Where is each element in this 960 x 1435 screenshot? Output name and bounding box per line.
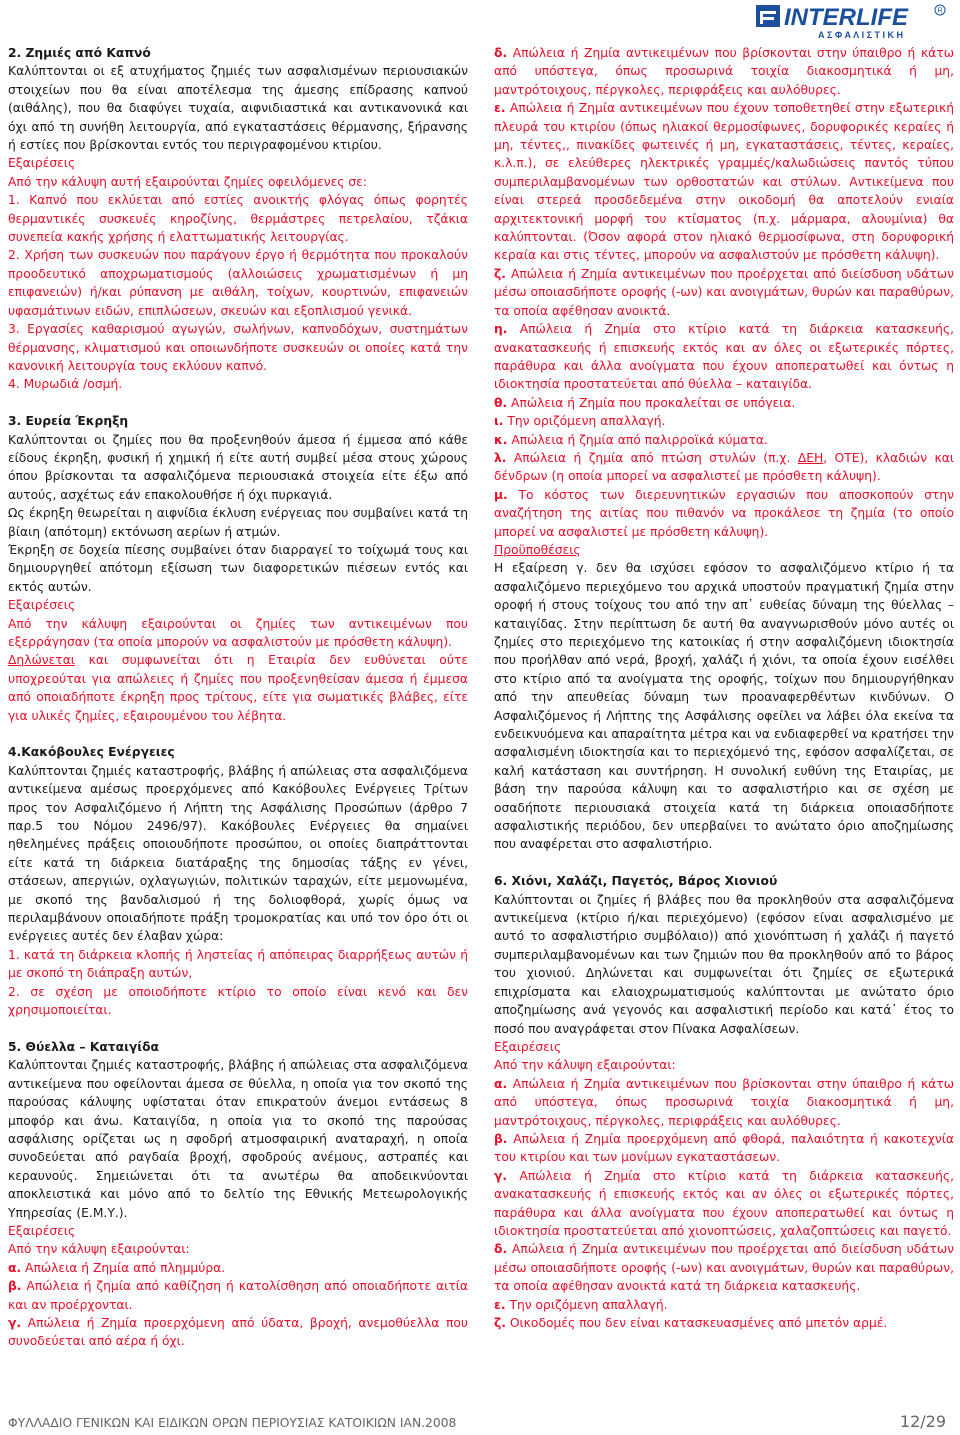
section-6-exclusions-intro: Από την κάλυψη εξαιρούνται: (494, 1058, 676, 1073)
section-6-exclusion-d: δ. Απώλεια ή Ζημία αντικειμένων που προέρχεται από διείσδυση υδάτων μέσω οποιασδήποτε οροφής (-ων) και ανοιγμάτων, θυρών και παραθύρων, τα οποία αφέθησαν ανοικτά κατά τη διάρκεια κατασκευής. (494, 1242, 954, 1294)
interlife-logo (752, 2, 952, 42)
section-4-condition-1: 1. κατά τη διάρκεια κλοπής ή ληστείας ή απόπειρας διαρρήξεως αυτών ή με σκοπό τη διάπραξη αυτών, (8, 947, 468, 981)
section-6-exclusion-e: ε. Την οριζόμενη απαλλαγή. (494, 1297, 668, 1312)
footer-title: ΦΥΛΛΑΔΙΟ ΓΕΝΙΚΩΝ ΚΑΙ ΕΙΔΙΚΩΝ ΟΡΩΝ ΠΕΡΙΟΥΣΙΑΣ ΚΑΤΟΙΚΙΩΝ ΙΑΝ.2008 (8, 1416, 457, 1430)
section-5-exclusion-b: β. Απώλεια ή ζημία από καθίζηση ή κατολίσθηση από οποιαδήποτε αιτία και αν προέρχονται. (8, 1279, 468, 1312)
section-5-exclusion-g: γ. Απώλεια ή Ζημία προερχόμενη από ύδατα, βροχή, ανεμοθύελλα που συνοδεύεται από αέρα ή όχι. (8, 1315, 468, 1349)
section-5-exclusion-h: η. Απώλεια ή Ζημία στο κτίριο κατά τη διάρκεια κατασκευής, ανακατασκευής ή επισκευής εκτός και αν όλες οι εξωτερικές πόρτες, παράθυρα και άλλα ανοίγματα που έχουν αποπερατωθεί και όντως η ιδιοκτησία προστατεύεται από θύελλα – καταιγίδα. (494, 322, 954, 392)
section-5-exclusion-m: μ. Το κόστος των διερευνητικών εργασιών που αποσκοπούν στην αναζήτηση της αιτίας που πιθανόν να προκάλεσε τη ζημία (το οποίο μπορεί να ασφαλιστεί με πρόσθετη κάλυψη). (494, 487, 954, 539)
section-6-paragraph: Καλύπτονται οι ζημίες ή βλάβες που θα προκληθούν στα ασφαλιζόμενα αντικείμενα (κτίριο ή/και περιεχόμενο) (εφόσον είναι ασφαλισμένο με αυτό το ασφαλιστήριο συμβόλαιο)) από χιονόπτωση ή χαλάζι ή παγετό συμπεριλαμβανομένων και των ζημιών που θα προκληθούν από το βάρος του χιονιού. Δηλώνεται και συμφωνείται ότι ζημίες σε εξωτερικά επιχρίσματα και ελαιοχρωματισμούς καλύπτονται με ανώτατο όριο αποζημίωσης ανά γεγονός και ασφαλιστική περίοδο και κατά᾽ έτος το ποσό που αναγράφεται στον Πίνακα Ασφαλίσεων. (494, 892, 954, 1036)
section-3-paragraph-2: Ως έκρηξη θεωρείται η αιφνίδια έκλυση ενέργειας που συμβαίνει κατά τη βίαιη (απότομη) εκτόνωση αερίων ή ατμών. (8, 506, 468, 539)
section-2-exclusion-1: 1. Καπνό που εκλύεται από εστίες ανοικτής φλόγας όπως φορητές θερμαντικές συσκευές κηροζίνης, θερμάστρες πετρελαίου, τζάκια συνεπεία κακής χρήσης ή ελαττωματικής λειτουργίας. (8, 193, 468, 245)
section-2-paragraph: Καλύπτονται οι εξ ατυχήματος ζημιές των ασφαλισμένων περιουσιακών στοιχείων που θα είναι αποτέλεσμα της άμεσης επίδρασης καπνού (αιθάλης), που θα διαφύγει τυχαία, αιφνιδιαστικά και αντικανονικά και όχι από τη συνήθη λειτουργία, από εγκαταστάσεις θέρμανσης, ξήρανσης ή εστίες που βρίσκονται εντός του περιγραφομένου κτιρίου. (8, 64, 468, 153)
section-6-exclusion-z: ζ. Οικοδομές που δεν είναι κατασκευασμένες από μπετόν αρμέ. (494, 1316, 888, 1331)
section-5-exclusions-intro: Από την κάλυψη εξαιρούνται: (8, 1242, 190, 1257)
left-column (8, 44, 468, 1351)
logo-mark-icon (756, 5, 780, 27)
declared-word: Δηλώνεται (8, 653, 75, 668)
right-column (494, 44, 954, 1332)
section-5-paragraph: Καλύπτονται ζημιές καταστροφής, βλάβης ή απώλειας στα ασφαλιζόμενα αντικείμενα που οφείλονται άμεσα σε θύελλα, η οποία για τον σκοπό της παρούσας κάλυψης υφίσταται όταν επικρατούν άνεμοι εντάσεως 8 μποφόρ και άνω. Καταιγίδα, η οποία για το σκοπό της παρούσας ασφάλισης ορίζεται ως η σφοδρή ατμοσφαιρική αναταραχή, η οποία συνοδεύεται από ραγδαία βροχή, σφοδρούς ανέμους, αστραπές και κεραυνούς. Σημειώνεται ότι τα ανωτέρω θα αποδεικνύονται αποκλειστικά και μόνο από το δελτίο της Εθνικής Μετεωρολογικής Υπηρεσίας (Ε.Μ.Υ.). (8, 1058, 468, 1220)
section-6-exclusion-g: γ. Απώλεια ή Ζημία στο κτίριο κατά τη διάρκεια κατασκευής, ανακατασκευής ή επισκευής εκτός και αν όλες οι εξωτερικές πόρτες, παράθυρα και άλλα ανοίγματα που έχουν αποπερατωθεί και όντως η ιδιοκτησία προστατεύεται από χιονοπτώσεις, χαλαζοπτώσεις και παγετό. (494, 1168, 954, 1238)
section-4-condition-2: 2. σε σχέση με οποιοδήποτε κτίριο το οποίο είναι κενό και δεν χρησιμοποιείται. (8, 984, 468, 1018)
section-5-exclusion-d: δ. Απώλεια ή Ζημία αντικειμένων που βρίσκονται στην ύπαιθρο ή κάτω από υπόστεγα, όπως προσωρινά τοιχία διακοσμητικά ή μη, μαντρότοιχους, πέργκολες, περιφράξεις και αυλόθυρες. (494, 46, 954, 97)
section-2-exclusions-intro: Από την κάλυψη αυτή εξαιρούνται ζημίες οφειλόμενες σε: (8, 174, 367, 189)
svg-text:R: R (937, 7, 943, 15)
section-2-exclusions-heading: Εξαιρέσεις (8, 156, 76, 171)
section-3-exclusions-heading: Εξαιρέσεις (8, 598, 76, 613)
section-6-exclusions-heading: Εξαιρέσεις (494, 1039, 562, 1054)
section-5-exclusions-heading: Εξαιρέσεις (8, 1223, 76, 1238)
section-5-exclusion-th: θ. Απώλεια ή Ζημία που προκαλείται σε υπόγεια. (494, 395, 796, 410)
section-2-exclusion-3: 3. Εργασίες καθαρισμού αγωγών, σωλήνων, καπνοδόχων, συστημάτων θέρμανσης, κλιματισμού και οποιωνδήποτε συσκευών οι οποίες κατά την κανονική λειτουργία τους εκλύουν καπνό. (8, 322, 468, 373)
section-5-exclusion-l: λ. Απώλεια ή ζημία από πτώση στυλών (π.χ. ΔΕΗ, ΟΤΕ), κλαδιών και δένδρων (η οποία μπορεί να ασφαλιστεί με πρόσθετη κάλυψη). (494, 450, 954, 484)
section-5-exclusion-i: ι. Την οριζόμενη απαλλαγή. (494, 414, 666, 429)
section-6-exclusion-a: α. Απώλεια ή Ζημία αντικειμένων που βρίσκονται στην ύπαιθρο ή κάτω από υπόστεγα, όπως προσωρινά τοιχία διακοσμητικά ή μη, μαντρότοιχους, πέργκολες, περιφράξεις και αυλόθυρες. (494, 1076, 954, 1128)
logo-main-text: INTERLIFE (784, 4, 908, 31)
section-4-title: 4.Κακόβουλες Ενέργειες (8, 745, 175, 760)
page-footer (8, 1412, 946, 1431)
section-5-exclusion-k: κ. Απώλεια ή ζημία από παλιρροϊκά κύματα. (494, 432, 768, 447)
section-5-exclusion-z: ζ. Απώλεια ή Ζημία αντικειμένων που προέρχεται από διείσδυση υδάτων μέσω οποιασδήποτε οροφής (-ων) και ανοιγμάτων, θυρών και παραθύρων, τα οποία αφέθησαν ανοικτά. (494, 266, 954, 318)
section-5-exclusion-e: ε. Απώλεια ή Ζημία αντικειμένων που έχουν τοποθετηθεί στην εξωτερική πλευρά του κτιρίου (όπως ηλιακοί θερμοσίφωνες, δορυφορικές κεραίες ή μη, τέντες,, πινακίδες φωτεινές ή μη, εγκαταστάσεις, τέντες, κεραίες, κ.λ.π.), σε ελεύθερες ηλεκτρικές γραμμές/καλωδιώσεις παντός τύπου συμπεριλαμβανομένων των ορθοστατών και στύλων. Αντικείμενα που είναι στερεά προσδεδεμένα στην οικοδομή θα αποτελούν ενιαία αρχιτεκτονική μορφή του κτίσματος (π.χ. μάρμαρα, αλουμίνια) θα καλύπτονται. (Όσον αφορά στον ηλιακό θερμοσίφωνα, στη δορυφορική κεραία και στις τέντες, μπορούν να ασφαλιστούν με πρόσθετη κάλυψη). (494, 101, 954, 263)
section-2-title: 2. Ζημιές από Καπνό (8, 46, 151, 60)
prerequisites-heading: Προϋποθέσεις (494, 542, 581, 557)
section-5-title: 5. Θύελλα – Καταιγίδα (8, 1039, 159, 1054)
section-4-paragraph: Καλύπτονται ζημιές καταστροφής, βλάβης ή απώλειας στα ασφαλιζόμενα αντικείμενα αμέσως προερχόμενες από Κακόβουλες Ενέργειες Τρίτων προς τον Ασφαλιζόμενο ή Λήπτη της Ασφάλισης Προσώπων (άρθρο 7 παρ.5 του Νόμου 2496/97). Κακόβουλες Ενέργειες θα σημαίνει ηθελημένες πράξεις οποιουδήποτε προσώπου, οι οποίες διαπράττονται είτε κατά τη διάρκεια διατάραξης της δημοσίας τάξης εν γένει, στάσεων, απεργιών, οχλαγωγιών, πολιτικών ταραχών, είτε μεμονωμένα, με σκοπό της βανδαλισμού ή της δολιοφθορά, χωρίς όμως να περιλαμβάνουν οποιαδήποτε πράξη τρομοκρατίας και υπό τον όρο ότι οι ενέργειες αυτές δεν έλαβαν χώρα: (8, 763, 468, 944)
prerequisites-paragraph: Η εξαίρεση γ. δεν θα ισχύσει εφόσον το ασφαλιζόμενο κτίριο ή τα ασφαλιζόμενο περιεχόμενο του αρχικά υποστούν πραγματική ζημία στην οροφή ή στους τοίχους του από την απ᾽ ευθείας δύναμη της θύελλας – καταιγίδας. Στην περίπτωση δε αυτή θα αναγνωρισθούν μόνο αυτές οι ζημίες στο περιεχόμενο της κατοικίας ή στην ασφαλιζόμενη ιδιοκτησία που προήλθαν από νερά, βροχή, χαλάζι ή χιόνι, τα οποία έχουν εισέλθει στο κτίριο από τα ανοίγματα της οροφής, τοίχων που δημιουργήθηκαν από την απευθείας δύναμη των προαναφερθέντων κινδύνων. Ο Ασφαλιζόμενος ή Λήπτης της Ασφάλισης οφείλει να λάβει όλα εκείνα τα ενδεικνυόμενα και απαραίτητα μέτρα και να ενδιαφερθεί να κρατήσει την ασφαλισμένη ιδιοκτησία και το περιεχόμενό της, εφόσον ασφαλίζεται, σε καλή κατάσταση και συντήρηση. Η συνολική ευθύνη της Εταιρίας, με βάση την παρούσα κάλυψη και το ασφαλιστήριο και σε σχέση με οσαδήποτε περιουσιακά στοιχεία κατά τη διάρκεια οποιασδήποτε ασφαλιστικής περιόδου, δεν υπερβαίνει το ανώτατο όριο αποζημίωσης που αναφέρεται στο ασφαλιστήριο. (494, 561, 954, 852)
page-number: 12/29 (899, 1412, 946, 1431)
section-3-title: 3. Ευρεία Έκρηξη (8, 414, 129, 429)
section-3-exclusion-1: Από την κάλυψη εξαιρούνται οι ζημίες των αντικειμένων που εξερράγησαν (τα οποία μπορούν να ασφαλιστούν με πρόσθετη κάλυψη). (8, 616, 468, 649)
section-6-title: 6. Χιόνι, Χαλάζι, Παγετός, Βάρος Χιονιού (494, 874, 778, 889)
section-2-exclusion-2: 2. Χρήση των συσκευών που παράγουν έργο ή θερμότητα που προκαλούν προοδευτικό αποχρωματισμούς (αλλοιώσεις χρωματισμένων ή μη επιφανειών) ή/και ρύπανση με αιθάλη, τοίχων, κουρτινών, επιφανειών υφασμάτινων ειδών, επιπλώσεων, σκευών και εξοπλισμού γενικά. (8, 248, 468, 318)
section-3-paragraph-3: Έκρηξη σε δοχεία πίεσης συμβαίνει όταν διαρραγεί το τοίχωμά τους και δημιουργηθεί απότομη εξίσωση των διαφορετικών πιέσεων εντός και εκτός αυτών. (8, 542, 468, 594)
section-3-paragraph-1: Καλύπτονται οι ζημίες που θα προξενηθούν άμεσα ή έμμεσα από κάθε είδους έκρηξη, φυσική ή χημική ή είτε αυτή συμβεί μέσα στους χώρους όπου βρίσκονται τα ασφαλιζόμενα περιουσιακά στοιχεία είτε έξω από αυτούς, ασχέτως εάν επακολουθήσε ή όχι πυρκαγιά. (8, 432, 468, 502)
logo-sub-text: Α Σ Φ Α Λ Ι Σ Τ Ι Κ Η (818, 30, 904, 40)
section-2-exclusion-4: 4. Μυρωδιά /οσμή. (8, 377, 123, 392)
section-5-exclusion-a: α. Απώλεια ή Ζημία από πλημμύρα. (8, 1260, 226, 1275)
section-6-exclusion-b: β. Απώλεια ή Ζημία προερχόμενη από φθορά, παλαιότητα ή κακοτεχνία του κτιρίου και των μονίμων εγκαταστάσεων. (494, 1131, 954, 1165)
section-3-exclusion-2: Δηλώνεται και συμφωνείται ότι η Εταιρία δεν ευθύνεται ούτε υποχρεούται για απώλειες ή ζημίες που προξενηθείσαν άμεσα ή έμμεσα από οποιαδήποτε έκρηξη προς τρίτους, είτε για σωματικές βλάβες, είτε για υλικές ζημίες, εξαιρουμένου του λέβητα. (8, 653, 468, 723)
